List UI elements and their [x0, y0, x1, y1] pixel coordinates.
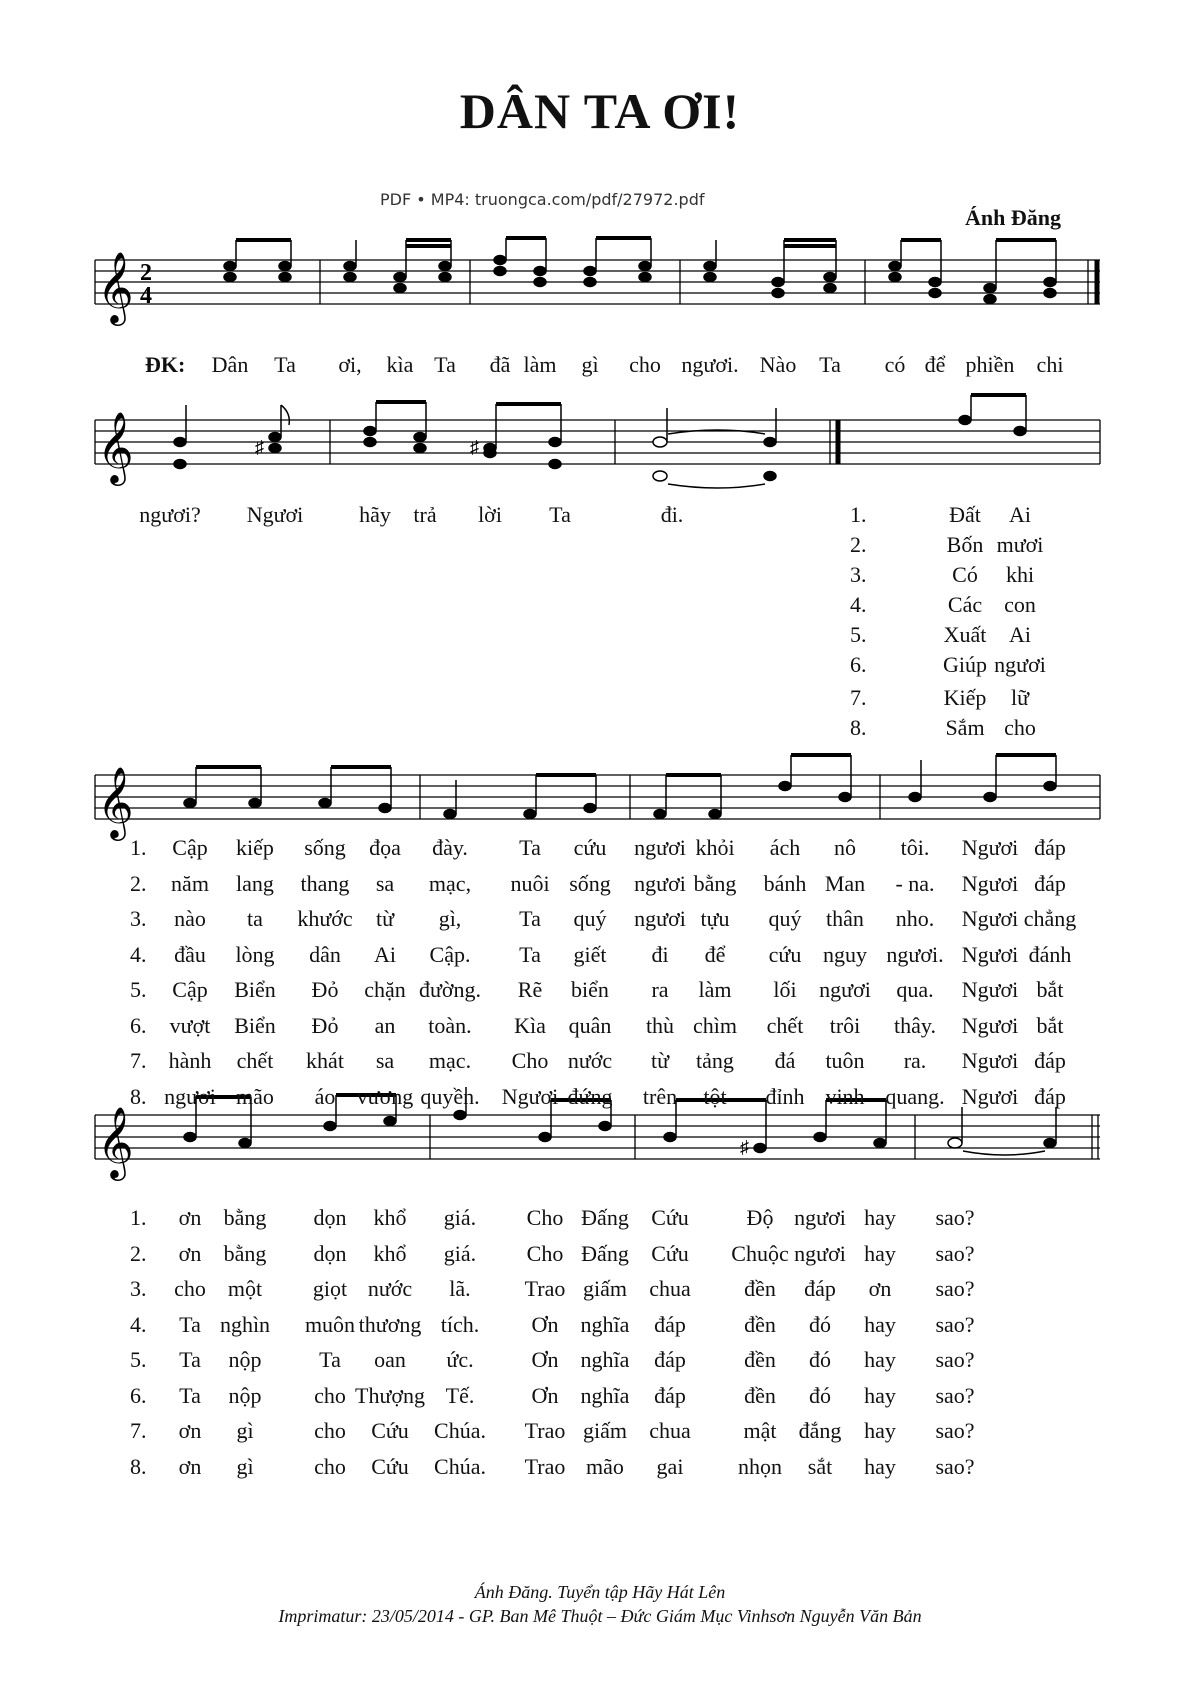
- verse-syllable: Ơn: [531, 1311, 559, 1337]
- verse-syllable: Đấng: [581, 1240, 629, 1266]
- time-sig-top: 2: [140, 260, 152, 286]
- verse-syllable: Ai: [374, 941, 396, 967]
- notes-staff-3: [184, 755, 1056, 819]
- svg-text:♯: ♯: [470, 437, 479, 457]
- verse-syllable: đền: [744, 1311, 776, 1337]
- verse-syllable: đó: [809, 1347, 831, 1372]
- pickup-verse-number: 2.: [850, 532, 867, 557]
- verse-syllable: Ngươi: [501, 1083, 559, 1109]
- refrain-syllable: Ta: [434, 352, 456, 377]
- verse-syllable: toàn.: [428, 1012, 472, 1038]
- verse-syllable: sa: [375, 870, 395, 896]
- verse-syllable: hay: [864, 1311, 896, 1337]
- footer-collection: Ánh Đăng. Tuyển tập Hãy Hát Lên: [474, 1582, 726, 1602]
- pickup-verse-number: 4.: [850, 592, 867, 617]
- refrain-syllable: Ta: [274, 352, 296, 377]
- time-sig-bottom: 4: [140, 283, 152, 309]
- source-link[interactable]: PDF • MP4: truongca.com/pdf/27972.pdf: [380, 190, 705, 209]
- verse-syllable: áo: [314, 1083, 336, 1109]
- verse-syllable: làm: [698, 977, 732, 1002]
- verse-syllable: ta: [247, 906, 263, 931]
- song-title: DÂN TA ƠI!: [459, 83, 741, 139]
- refrain-syllable: để: [924, 352, 946, 377]
- verse-number: 5.: [130, 1347, 147, 1372]
- verse-number: 3.: [130, 1276, 147, 1301]
- verse-syllable: bánh: [763, 870, 807, 896]
- refrain-label: ĐK:: [145, 352, 186, 377]
- verse-syllable: hay: [864, 1453, 896, 1479]
- verse-syllable: đền: [744, 1347, 776, 1372]
- verse-syllable: Biển: [234, 1012, 276, 1038]
- verse-syllable: giấm: [583, 1418, 627, 1443]
- verse-syllable: đó: [809, 1311, 831, 1337]
- pickup-verse-number: 3.: [850, 562, 867, 587]
- pickup-syllable: khi: [1005, 562, 1035, 587]
- pickup-verse-number: 7.: [850, 685, 867, 710]
- verse-syllable: Ta: [319, 1347, 341, 1372]
- verse-syllable: Ơn: [531, 1382, 559, 1408]
- verse-syllable: sao?: [935, 1453, 975, 1479]
- verse-syllable: vinh: [825, 1083, 865, 1109]
- verse-syllable: ra: [651, 977, 669, 1002]
- verse-number: 4.: [130, 1311, 147, 1337]
- verse-syllable: đày.: [432, 835, 468, 860]
- pickup-syllable: lữ: [1010, 685, 1030, 710]
- verse-syllable: tảng: [696, 1048, 734, 1073]
- verse-syllable: đá: [774, 1048, 796, 1073]
- verse-syllable: Cứu: [651, 1205, 689, 1230]
- verse-syllable: khổ: [373, 1205, 407, 1230]
- verse-syllable: thây.: [894, 1012, 936, 1038]
- verse-syllable: đáp: [654, 1382, 686, 1408]
- verse-syllable: khổ: [373, 1240, 407, 1266]
- verse-syllable: quý: [768, 906, 802, 931]
- verse-syllable: dọn: [313, 1240, 347, 1266]
- staff-2: [0, 390, 1200, 500]
- verse-number: 2.: [130, 1240, 147, 1266]
- verse-number: 8.: [130, 1083, 147, 1109]
- footer-imprimatur: Imprimatur: 23/05/2014 - GP. Ban Mê Thuột – Đức Giám Mục Vinhsơn Nguyễn Văn Bản: [278, 1606, 922, 1626]
- verse-syllable: mật: [743, 1418, 777, 1443]
- verse-syllable: Cập.: [429, 941, 471, 967]
- verse-syllable: hay: [864, 1240, 896, 1266]
- verse-syllable: nghìn: [219, 1311, 271, 1337]
- verse-syllable: quý: [573, 906, 607, 931]
- verse-syllable: Cứu: [371, 1453, 409, 1479]
- verse-syllable: cứu: [768, 941, 802, 967]
- refrain-syllable: kìa: [386, 352, 414, 377]
- verse-syllable: Chuộc: [731, 1240, 789, 1266]
- verse-syllable: sa: [375, 1048, 395, 1073]
- pickup-syllable: Ai: [1009, 622, 1031, 647]
- verse-syllable: đền: [744, 1382, 776, 1408]
- pickup-verse-number: 1.: [850, 502, 867, 527]
- pickup-syllable: Xuất: [943, 622, 987, 647]
- pickup-syllable: Các: [947, 592, 983, 617]
- verse-syllable: Man: [824, 870, 866, 896]
- verse-syllable: vượt: [169, 1012, 211, 1038]
- refrain-syllable: Ta: [549, 502, 571, 527]
- verse-syllable: ngươi: [634, 835, 686, 860]
- verse-number: 5.: [130, 977, 147, 1002]
- verse-syllable: Biển: [234, 977, 276, 1002]
- verse-syllable: Ta: [519, 835, 541, 860]
- verse-syllable: chết: [766, 1012, 804, 1038]
- verse-syllable: Ngươi: [961, 835, 1019, 860]
- verse-number: 1.: [130, 835, 147, 860]
- pickup-syllable: Có: [952, 562, 978, 587]
- verse-syllable: bắt: [1036, 977, 1064, 1002]
- verse-syllable: đi: [651, 941, 669, 967]
- verse-number: 6.: [130, 1012, 147, 1038]
- verse-syllable: sao?: [935, 1311, 975, 1337]
- verse-syllable: Cập: [172, 835, 208, 860]
- verse-syllable: lòng: [235, 941, 275, 967]
- verse-number: 3.: [130, 906, 147, 931]
- verse-syllable: nuôi: [510, 870, 550, 896]
- pickup-syllable: Bốn: [946, 532, 984, 557]
- verse-syllable: sao?: [935, 1205, 975, 1230]
- verse-syllable: - na.: [895, 870, 935, 896]
- verse-syllable: sao?: [935, 1382, 975, 1408]
- verse-syllable: nho.: [895, 906, 935, 931]
- verse-syllable: tột: [703, 1083, 727, 1109]
- refrain-syllable: chi: [1036, 352, 1064, 377]
- verse-syllable: đó: [809, 1382, 831, 1408]
- verse-syllable: Ngươi: [961, 1083, 1019, 1109]
- verse-syllable: bằng: [693, 870, 737, 896]
- verse-syllable: Cứu: [371, 1418, 409, 1443]
- refrain-syllable: Ngươi: [246, 502, 304, 527]
- refrain-syllable: làm: [523, 352, 557, 377]
- verse-syllable: gì: [236, 1453, 254, 1479]
- verse-syllable: khát: [306, 1048, 344, 1073]
- verse-syllable: nộp: [228, 1347, 262, 1372]
- pickup-syllable: Đất: [949, 502, 981, 527]
- verse-syllable: Đấng: [581, 1205, 629, 1230]
- verse-syllable: ơn: [178, 1240, 202, 1266]
- verse-syllable: dân: [309, 941, 341, 967]
- verse-syllable: lang: [236, 870, 274, 896]
- verse-syllable: Tế.: [445, 1382, 475, 1408]
- verse-syllable: thân: [826, 906, 864, 931]
- verse-syllable: ngươi: [634, 906, 686, 931]
- verse-syllable: Ta: [179, 1311, 201, 1337]
- refrain-syllable: gì: [581, 352, 599, 377]
- pickup-syllable: con: [1004, 592, 1036, 617]
- verse-syllable: sống: [569, 870, 611, 896]
- verse-syllable: mạc.: [428, 1048, 472, 1073]
- verse-syllable: đọa: [369, 835, 401, 860]
- verse-syllable: đáp: [1034, 1048, 1066, 1073]
- verse-syllable: Ngươi: [961, 1012, 1019, 1038]
- verse-number: 7.: [130, 1418, 147, 1443]
- verse-syllable: trên: [642, 1083, 678, 1109]
- verse-syllable: Độ: [746, 1205, 774, 1230]
- verse-syllable: lã.: [449, 1276, 471, 1301]
- pickup-syllable: Sắm: [945, 715, 985, 740]
- verse-syllable: lối: [773, 977, 797, 1002]
- verse-syllable: cho: [314, 1453, 346, 1479]
- verse-syllable: đứng: [567, 1083, 613, 1109]
- verse-syllable: từ: [650, 1048, 670, 1073]
- verse-syllable: sắt: [807, 1453, 833, 1479]
- verse-syllable: khỏi: [695, 835, 735, 860]
- verse-syllable: giá.: [443, 1240, 477, 1266]
- verse-syllable: Ngươi: [961, 977, 1019, 1002]
- verse-syllable: đáp: [1034, 1083, 1066, 1109]
- verse-syllable: Cập: [172, 977, 208, 1002]
- verse-syllable: chua: [649, 1418, 691, 1443]
- refrain-syllable: ngươi.: [681, 352, 739, 377]
- verse-syllable: giá.: [443, 1205, 477, 1230]
- verse-syllable: bằng: [223, 1240, 267, 1266]
- svg-text:♯: ♯: [255, 437, 264, 457]
- verse-syllable: hành: [168, 1048, 212, 1073]
- verse-syllable: Trao: [524, 1276, 566, 1301]
- verse-syllable: Cho: [526, 1205, 564, 1230]
- verse-syllable: giọt: [312, 1276, 348, 1301]
- verse-syllable: muôn: [304, 1311, 356, 1337]
- verse-syllable: Ngươi: [961, 941, 1019, 967]
- verse-syllable: nộp: [228, 1382, 262, 1408]
- verse-syllable: ơn: [178, 1453, 202, 1479]
- verse-syllable: mão: [586, 1453, 624, 1479]
- verse-syllable: mão: [236, 1083, 274, 1109]
- refrain-syllable: Ta: [819, 352, 841, 377]
- verse-syllable: sống: [304, 835, 346, 860]
- staff-1: [0, 230, 1200, 340]
- verse-syllable: an: [374, 1012, 396, 1038]
- verse-syllable: kiếp: [236, 835, 274, 860]
- verse-syllable: ra.: [903, 1048, 927, 1073]
- verse-syllable: ức.: [446, 1347, 474, 1372]
- verse-syllable: thang: [300, 870, 350, 896]
- verse-syllable: mạc,: [428, 870, 472, 896]
- verse-syllable: Ta: [519, 906, 541, 931]
- refrain-syllable: ơi,: [338, 352, 362, 377]
- verse-syllable: ngươi: [819, 977, 871, 1002]
- verse-syllable: Ngươi: [961, 870, 1019, 896]
- verse-syllable: cho: [314, 1382, 346, 1408]
- verse-syllable: nguy: [823, 941, 867, 967]
- verse-syllable: đền: [744, 1276, 776, 1301]
- verse-syllable: gai: [656, 1453, 684, 1479]
- verse-syllable: đáp: [1034, 870, 1066, 896]
- verse-syllable: đánh: [1028, 941, 1072, 967]
- verse-syllable: nào: [174, 906, 206, 931]
- treble-clef-icon: 𝄞: [97, 1105, 134, 1178]
- verse-syllable: Cho: [511, 1048, 549, 1073]
- verse-syllable: đầu: [174, 941, 206, 967]
- verse-syllable: đường.: [418, 977, 482, 1002]
- verse-syllable: giết: [573, 941, 607, 967]
- refrain-syllable: lời: [478, 502, 502, 527]
- verse-syllable: đắng: [798, 1418, 842, 1443]
- verse-syllable: ách: [769, 835, 801, 860]
- verse-syllable: hay: [864, 1347, 896, 1372]
- verse-syllable: tuôn: [825, 1048, 865, 1073]
- verse-syllable: vương: [356, 1083, 414, 1109]
- verse-syllable: nước: [367, 1276, 413, 1301]
- refrain-syllable: hãy: [359, 502, 391, 527]
- verse-syllable: một: [227, 1276, 263, 1301]
- pickup-syllable: Ai: [1009, 502, 1031, 527]
- verse-number: 2.: [130, 870, 147, 896]
- verse-syllable: đỉnh: [765, 1083, 805, 1109]
- verse-syllable: Đỏ: [311, 1012, 339, 1038]
- verse-syllable: Cho: [526, 1240, 564, 1266]
- verse-syllable: nước: [567, 1048, 613, 1073]
- verse-syllable: giấm: [583, 1276, 627, 1301]
- verse-syllable: chua: [649, 1276, 691, 1301]
- verse-syllable: bằng: [223, 1205, 267, 1230]
- verse-syllable: nghĩa: [580, 1311, 630, 1337]
- verse-number: 1.: [130, 1205, 147, 1230]
- verse-syllable: để: [704, 941, 726, 967]
- verse-syllable: hay: [864, 1205, 896, 1230]
- verse-syllable: ngươi.: [886, 941, 944, 967]
- verse-syllable: chặn: [364, 977, 406, 1002]
- verse-syllable: tôi.: [900, 835, 930, 860]
- verse-syllable: ơn: [868, 1276, 892, 1301]
- verse-number: 4.: [130, 941, 147, 967]
- refrain-syllable: phiền: [965, 352, 1015, 377]
- verse-syllable: cho: [314, 1418, 346, 1443]
- verse-syllable: Kìa: [514, 1012, 546, 1038]
- verse-syllable: nghĩa: [580, 1382, 630, 1408]
- refrain-syllable: Nào: [759, 352, 797, 377]
- verse-syllable: tựu: [700, 906, 730, 931]
- verse-syllable: cứu: [573, 835, 607, 860]
- verse-syllable: sao?: [935, 1418, 975, 1443]
- verse-syllable: nghĩa: [580, 1347, 630, 1372]
- verse-syllable: đáp: [1034, 835, 1066, 860]
- verse-syllable: sao?: [935, 1240, 975, 1266]
- verse-syllable: Ta: [179, 1347, 201, 1372]
- pickup-syllable: ngươi: [994, 652, 1046, 677]
- verse-syllable: đáp: [804, 1276, 836, 1301]
- verse-syllable: bắt: [1036, 1012, 1064, 1038]
- verse-syllable: chết: [236, 1048, 274, 1073]
- refrain-syllable: đã: [489, 352, 511, 377]
- pickup-verse-number: 6.: [850, 652, 867, 677]
- verse-syllable: Ta: [519, 941, 541, 967]
- refrain-syllable: ngươi?: [139, 502, 201, 527]
- verse-syllable: khước: [297, 906, 353, 931]
- verse-syllable: quang.: [885, 1083, 945, 1109]
- verse-syllable: gì,: [438, 906, 462, 931]
- treble-clef-icon: 𝄞: [97, 250, 134, 323]
- verse-syllable: ngươi: [794, 1240, 846, 1266]
- svg-text:♯: ♯: [740, 1137, 749, 1157]
- verse-syllable: chẳng: [1023, 906, 1077, 931]
- composer-name: Ánh Đăng: [965, 205, 1061, 230]
- verse-syllable: ơn: [178, 1418, 202, 1443]
- verse-syllable: thù: [645, 1012, 675, 1038]
- verse-syllable: Thượng: [355, 1382, 425, 1408]
- verse-syllable: năm: [171, 870, 209, 896]
- verse-syllable: thương: [358, 1311, 422, 1337]
- pickup-verse-number: 8.: [850, 715, 867, 740]
- verse-syllable: nô: [834, 835, 856, 860]
- verse-syllable: trôi: [829, 1012, 861, 1038]
- verse-syllable: biển: [571, 977, 609, 1002]
- verse-syllable: Cứu: [651, 1240, 689, 1266]
- pickup-syllable: Giúp: [943, 652, 987, 677]
- verse-syllable: tích.: [440, 1311, 480, 1337]
- verse-syllable: Ngươi: [961, 1048, 1019, 1073]
- verse-syllable: gì: [236, 1418, 254, 1443]
- pickup-syllable: cho: [1004, 715, 1036, 740]
- refrain-syllable: cho: [629, 352, 661, 377]
- verse-syllable: ngươi: [794, 1205, 846, 1230]
- verse-syllable: Chúa.: [434, 1418, 486, 1443]
- pickup-verse-number: 5.: [850, 622, 867, 647]
- verse-number: 7.: [130, 1048, 147, 1073]
- treble-clef-icon: 𝄞: [97, 410, 134, 483]
- verse-syllable: nhọn: [738, 1453, 782, 1479]
- pickup-syllable: Kiếp: [943, 685, 987, 710]
- verse-syllable: đáp: [654, 1311, 686, 1337]
- verse-syllable: cho: [174, 1276, 206, 1301]
- verse-syllable: Chúa.: [434, 1453, 486, 1479]
- verse-number: 6.: [130, 1382, 147, 1408]
- refrain-syllable: đi.: [660, 502, 684, 527]
- verse-syllable: Ta: [179, 1382, 201, 1408]
- verse-syllable: Ngươi: [961, 906, 1019, 931]
- verse-syllable: sao?: [935, 1276, 975, 1301]
- refrain-syllable: Dân: [211, 352, 249, 377]
- verse-syllable: ơn: [178, 1205, 202, 1230]
- verse-syllable: từ: [375, 906, 395, 931]
- verse-syllable: đáp: [654, 1347, 686, 1372]
- verse-syllable: Ơn: [531, 1347, 559, 1372]
- pickup-syllable: mươi: [996, 532, 1044, 557]
- refrain-syllable: có: [884, 352, 906, 377]
- verse-syllable: oan: [374, 1347, 406, 1372]
- verse-syllable: Trao: [524, 1418, 566, 1443]
- verse-syllable: qua.: [896, 977, 934, 1002]
- treble-clef-icon: 𝄞: [97, 765, 134, 838]
- verse-syllable: Trao: [524, 1453, 566, 1479]
- verse-syllable: hay: [864, 1382, 896, 1408]
- verse-syllable: ngươi: [164, 1083, 216, 1109]
- verse-syllable: hay: [864, 1418, 896, 1443]
- verse-syllable: quyền.: [420, 1083, 480, 1109]
- refrain-syllable: trả: [413, 502, 437, 527]
- verse-syllable: sao?: [935, 1347, 975, 1372]
- verse-syllable: ngươi: [634, 870, 686, 896]
- verse-syllable: quân: [568, 1012, 612, 1038]
- verse-number: 8.: [130, 1453, 147, 1479]
- verse-syllable: dọn: [313, 1205, 347, 1230]
- verse-syllable: chìm: [693, 1012, 737, 1038]
- verse-syllable: Rẽ: [517, 977, 543, 1002]
- verse-syllable: Đỏ: [311, 977, 339, 1002]
